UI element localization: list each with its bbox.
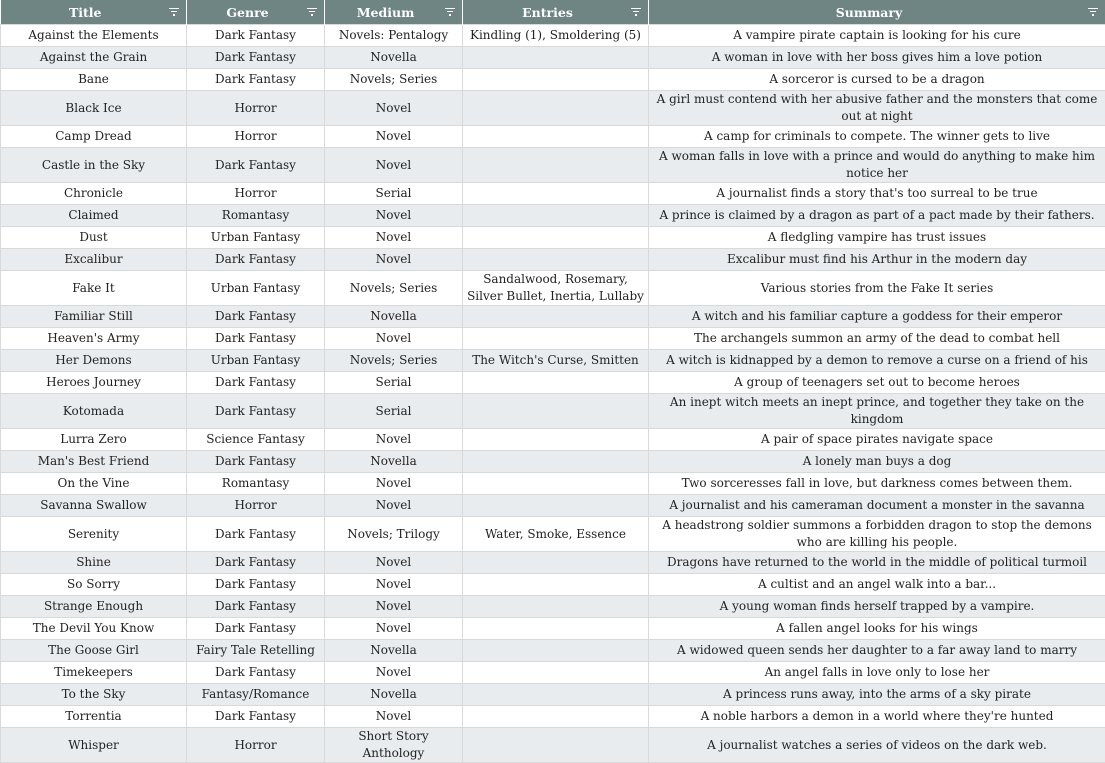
cell-entries[interactable] — [463, 372, 649, 394]
cell-summary[interactable]: A headstrong soldier summons a forbidden dragon to stop the demons who are killing his people. — [649, 517, 1105, 552]
cell-medium[interactable]: Novel — [325, 574, 463, 596]
cell-medium[interactable]: Novels; Trilogy — [325, 517, 463, 552]
cell-entries[interactable] — [463, 574, 649, 596]
cell-entries[interactable]: The Witch's Curse, Smitten — [463, 350, 649, 372]
filter-icon[interactable] — [631, 8, 641, 16]
column-header-medium[interactable] — [325, 0, 463, 25]
cell-entries[interactable] — [463, 552, 649, 574]
cell-genre[interactable]: Horror — [187, 495, 325, 517]
cell-title[interactable]: Kotomada — [1, 394, 187, 429]
cell-title[interactable]: Fake It — [1, 271, 187, 306]
table-row — [1, 640, 1105, 662]
cell-summary[interactable]: An inept witch meets an inept prince, and together they take on the kingdom — [649, 394, 1105, 429]
cell-medium[interactable]: Serial — [325, 183, 463, 205]
cell-summary[interactable]: A pair of space pirates navigate space — [649, 429, 1105, 451]
cell-medium[interactable]: Novel — [325, 596, 463, 618]
cell-entries[interactable] — [463, 47, 649, 69]
cell-title[interactable]: Camp Dread — [1, 126, 187, 148]
column-header-label: Summary — [836, 5, 903, 20]
cell-title[interactable]: Savanna Swallow — [1, 495, 187, 517]
cell-genre[interactable]: Dark Fantasy — [187, 394, 325, 429]
cell-title[interactable]: So Sorry — [1, 574, 187, 596]
cell-title[interactable]: Against the Grain — [1, 47, 187, 69]
cell-medium[interactable]: Serial — [325, 394, 463, 429]
cell-genre[interactable]: Horror — [187, 183, 325, 205]
cell-entries[interactable] — [463, 495, 649, 517]
filter-icon[interactable] — [1088, 8, 1098, 16]
cell-genre[interactable]: Dark Fantasy — [187, 306, 325, 328]
cell-title[interactable]: Claimed — [1, 205, 187, 227]
table-row — [1, 517, 1105, 552]
table-row — [1, 684, 1105, 706]
cell-medium[interactable]: Novel — [325, 328, 463, 350]
cell-summary[interactable]: A journalist watches a series of videos on the dark web. — [649, 728, 1105, 763]
cell-medium[interactable]: Novel — [325, 618, 463, 640]
cell-summary[interactable]: A noble harbors a demon in a world where they're hunted — [649, 706, 1105, 728]
table-row — [1, 69, 1105, 91]
column-header-title[interactable] — [1, 0, 187, 25]
table-row — [1, 552, 1105, 574]
cell-title[interactable]: Against the Elements — [1, 25, 187, 47]
cell-medium[interactable]: Novel — [325, 205, 463, 227]
cell-entries[interactable] — [463, 205, 649, 227]
table-row — [1, 47, 1105, 69]
cell-summary[interactable]: An angel falls in love only to lose her — [649, 662, 1105, 684]
cell-entries[interactable]: Water, Smoke, Essence — [463, 517, 649, 552]
cell-title[interactable]: Her Demons — [1, 350, 187, 372]
cell-title[interactable]: Black Ice — [1, 91, 187, 126]
column-header-genre[interactable] — [187, 0, 325, 25]
table-row — [1, 706, 1105, 728]
cell-medium[interactable]: Novel — [325, 91, 463, 126]
cell-entries[interactable] — [463, 91, 649, 126]
cell-genre[interactable]: Horror — [187, 91, 325, 126]
cell-summary[interactable]: Dragons have returned to the world in the middle of political turmoil — [649, 552, 1105, 574]
cell-entries[interactable] — [463, 328, 649, 350]
cell-summary[interactable]: A princess runs away, into the arms of a sky pirate — [649, 684, 1105, 706]
cell-title[interactable]: Strange Enough — [1, 596, 187, 618]
cell-entries[interactable] — [463, 473, 649, 495]
table-row — [1, 662, 1105, 684]
cell-entries[interactable] — [463, 394, 649, 429]
table-row — [1, 205, 1105, 227]
cell-genre[interactable]: Romantasy — [187, 205, 325, 227]
column-header-label: Genre — [226, 5, 268, 20]
column-header-entries[interactable] — [463, 0, 649, 25]
cell-title[interactable]: Heroes Journey — [1, 372, 187, 394]
table-row — [1, 596, 1105, 618]
cell-genre[interactable]: Dark Fantasy — [187, 662, 325, 684]
cell-summary[interactable]: A girl must contend with her abusive father and the monsters that come out at night — [649, 91, 1105, 126]
cell-medium[interactable]: Novella — [325, 451, 463, 473]
cell-entries[interactable] — [463, 429, 649, 451]
column-header-label: Entries — [522, 5, 573, 20]
cell-genre[interactable]: Romantasy — [187, 473, 325, 495]
table-row — [1, 306, 1105, 328]
cell-medium[interactable]: Novels; Series — [325, 350, 463, 372]
cell-genre[interactable]: Dark Fantasy — [187, 249, 325, 271]
cell-medium[interactable]: Novel — [325, 227, 463, 249]
cell-medium[interactable]: Novel — [325, 473, 463, 495]
cell-entries[interactable] — [463, 126, 649, 148]
cell-medium[interactable]: Novel — [325, 662, 463, 684]
cell-medium[interactable]: Novella — [325, 640, 463, 662]
cell-genre[interactable]: Dark Fantasy — [187, 451, 325, 473]
cell-summary[interactable]: A group of teenagers set out to become heroes — [649, 372, 1105, 394]
cell-summary[interactable]: A journalist and his cameraman document a monster in the savanna — [649, 495, 1105, 517]
cell-entries[interactable] — [463, 684, 649, 706]
cell-entries[interactable] — [463, 618, 649, 640]
cell-entries[interactable] — [463, 596, 649, 618]
cell-genre[interactable]: Fantasy/Romance — [187, 684, 325, 706]
header-row — [1, 0, 1105, 25]
cell-title[interactable]: Timekeepers — [1, 662, 187, 684]
cell-genre[interactable]: Dark Fantasy — [187, 372, 325, 394]
cell-genre[interactable]: Urban Fantasy — [187, 227, 325, 249]
cell-summary[interactable]: A vampire pirate captain is looking for his cure — [649, 25, 1105, 47]
cell-title[interactable]: Serenity — [1, 517, 187, 552]
table-row — [1, 249, 1105, 271]
cell-medium[interactable]: Novella — [325, 47, 463, 69]
cell-entries[interactable] — [463, 306, 649, 328]
cell-medium[interactable]: Novel — [325, 706, 463, 728]
cell-title[interactable]: Shine — [1, 552, 187, 574]
table-row — [1, 227, 1105, 249]
cell-genre[interactable]: Dark Fantasy — [187, 552, 325, 574]
cell-summary[interactable]: Two sorceresses fall in love, but darkness comes between them. — [649, 473, 1105, 495]
cell-entries[interactable] — [463, 728, 649, 763]
cell-medium[interactable]: Novels: Pentalogy — [325, 25, 463, 47]
cell-genre[interactable]: Urban Fantasy — [187, 350, 325, 372]
cell-genre[interactable]: Dark Fantasy — [187, 517, 325, 552]
table-row — [1, 429, 1105, 451]
cell-medium[interactable]: Novella — [325, 684, 463, 706]
table-row — [1, 148, 1105, 183]
cell-medium[interactable]: Novel — [325, 148, 463, 183]
table-row — [1, 328, 1105, 350]
cell-medium[interactable]: Novel — [325, 552, 463, 574]
table-row — [1, 91, 1105, 126]
table-row — [1, 183, 1105, 205]
column-header-label: Medium — [357, 5, 415, 20]
table-row — [1, 473, 1105, 495]
cell-title[interactable]: Castle in the Sky — [1, 148, 187, 183]
cell-title[interactable]: The Devil You Know — [1, 618, 187, 640]
cell-summary[interactable]: A young woman finds herself trapped by a vampire. — [649, 596, 1105, 618]
cell-genre[interactable]: Horror — [187, 728, 325, 763]
cell-summary[interactable]: A widowed queen sends her daughter to a far away land to marry — [649, 640, 1105, 662]
cell-genre[interactable]: Dark Fantasy — [187, 47, 325, 69]
cell-title[interactable]: The Goose Girl — [1, 640, 187, 662]
cell-genre[interactable]: Fairy Tale Retelling — [187, 640, 325, 662]
cell-genre[interactable]: Dark Fantasy — [187, 148, 325, 183]
cell-entries[interactable] — [463, 148, 649, 183]
filter-icon[interactable] — [169, 8, 179, 16]
cell-entries[interactable] — [463, 69, 649, 91]
cell-summary[interactable]: A prince is claimed by a dragon as part of a pact made by their fathers. — [649, 205, 1105, 227]
cell-summary[interactable]: A journalist finds a story that's too surreal to be true — [649, 183, 1105, 205]
cell-title[interactable]: Man's Best Friend — [1, 451, 187, 473]
cell-title[interactable]: Excalibur — [1, 249, 187, 271]
cell-entries[interactable] — [463, 227, 649, 249]
cell-summary[interactable]: Various stories from the Fake It series — [649, 271, 1105, 306]
cell-entries[interactable] — [463, 662, 649, 684]
cell-title[interactable]: Familiar Still — [1, 306, 187, 328]
cell-genre[interactable]: Urban Fantasy — [187, 271, 325, 306]
cell-title[interactable]: Heaven's Army — [1, 328, 187, 350]
cell-title[interactable]: To the Sky — [1, 684, 187, 706]
cell-genre[interactable]: Dark Fantasy — [187, 706, 325, 728]
table-row — [1, 372, 1105, 394]
cell-medium[interactable]: Novels; Series — [325, 271, 463, 306]
cell-summary[interactable]: A fledgling vampire has trust issues — [649, 227, 1105, 249]
cell-genre[interactable]: Horror — [187, 126, 325, 148]
cell-genre[interactable]: Dark Fantasy — [187, 25, 325, 47]
table-row — [1, 126, 1105, 148]
cell-summary[interactable]: A camp for criminals to compete. The winner gets to live — [649, 126, 1105, 148]
table-row — [1, 728, 1105, 763]
cell-genre[interactable]: Dark Fantasy — [187, 618, 325, 640]
cell-summary[interactable]: Excalibur must find his Arthur in the modern day — [649, 249, 1105, 271]
cell-title[interactable]: On the Vine — [1, 473, 187, 495]
cell-medium[interactable]: Novel — [325, 429, 463, 451]
cell-title[interactable]: Lurra Zero — [1, 429, 187, 451]
cell-summary[interactable]: A fallen angel looks for his wings — [649, 618, 1105, 640]
filter-icon[interactable] — [445, 8, 455, 16]
cell-genre[interactable]: Dark Fantasy — [187, 574, 325, 596]
cell-genre[interactable]: Dark Fantasy — [187, 328, 325, 350]
cell-summary[interactable]: A sorceror is cursed to be a dragon — [649, 69, 1105, 91]
table-row — [1, 271, 1105, 306]
cell-title[interactable]: Bane — [1, 69, 187, 91]
table-row — [1, 495, 1105, 517]
cell-entries[interactable]: Kindling (1), Smoldering (5) — [463, 25, 649, 47]
cell-summary[interactable]: A witch is kidnapped by a demon to remove a curse on a friend of his — [649, 350, 1105, 372]
table-row — [1, 394, 1105, 429]
cell-entries[interactable] — [463, 249, 649, 271]
cell-entries[interactable] — [463, 706, 649, 728]
table-row — [1, 25, 1105, 47]
cell-title[interactable]: Dust — [1, 227, 187, 249]
cell-medium[interactable]: Novel — [325, 495, 463, 517]
cell-medium[interactable]: Novel — [325, 249, 463, 271]
cell-summary[interactable]: A woman falls in love with a prince and would do anything to make him notice her — [649, 148, 1105, 183]
table-row — [1, 350, 1105, 372]
cell-summary[interactable]: A cultist and an angel walk into a bar... — [649, 574, 1105, 596]
column-header-summary[interactable] — [649, 0, 1105, 25]
cell-genre[interactable]: Dark Fantasy — [187, 596, 325, 618]
cell-genre[interactable]: Dark Fantasy — [187, 69, 325, 91]
filter-icon[interactable] — [307, 8, 317, 16]
cell-title[interactable]: Torrentia — [1, 706, 187, 728]
cell-title[interactable]: Chronicle — [1, 183, 187, 205]
cell-summary[interactable]: A lonely man buys a dog — [649, 451, 1105, 473]
cell-medium[interactable]: Novels; Series — [325, 69, 463, 91]
cell-medium[interactable]: Short Story Anthology — [325, 728, 463, 763]
cell-genre[interactable]: Science Fantasy — [187, 429, 325, 451]
cell-title[interactable]: Whisper — [1, 728, 187, 763]
cell-summary[interactable]: The archangels summon an army of the dead to combat hell — [649, 328, 1105, 350]
table-row — [1, 618, 1105, 640]
cell-entries[interactable]: Sandalwood, Rosemary, Silver Bullet, Inertia, Lullaby — [463, 271, 649, 306]
cell-medium[interactable]: Serial — [325, 372, 463, 394]
cell-medium[interactable]: Novella — [325, 306, 463, 328]
column-header-label: Title — [69, 5, 102, 20]
cell-entries[interactable] — [463, 640, 649, 662]
cell-entries[interactable] — [463, 451, 649, 473]
table-row — [1, 574, 1105, 596]
cell-summary[interactable]: A witch and his familiar capture a goddess for their emperor — [649, 306, 1105, 328]
table-body — [1, 25, 1105, 763]
cell-entries[interactable] — [463, 183, 649, 205]
cell-medium[interactable]: Novel — [325, 126, 463, 148]
table-row — [1, 451, 1105, 473]
cell-summary[interactable]: A woman in love with her boss gives him a love potion — [649, 47, 1105, 69]
